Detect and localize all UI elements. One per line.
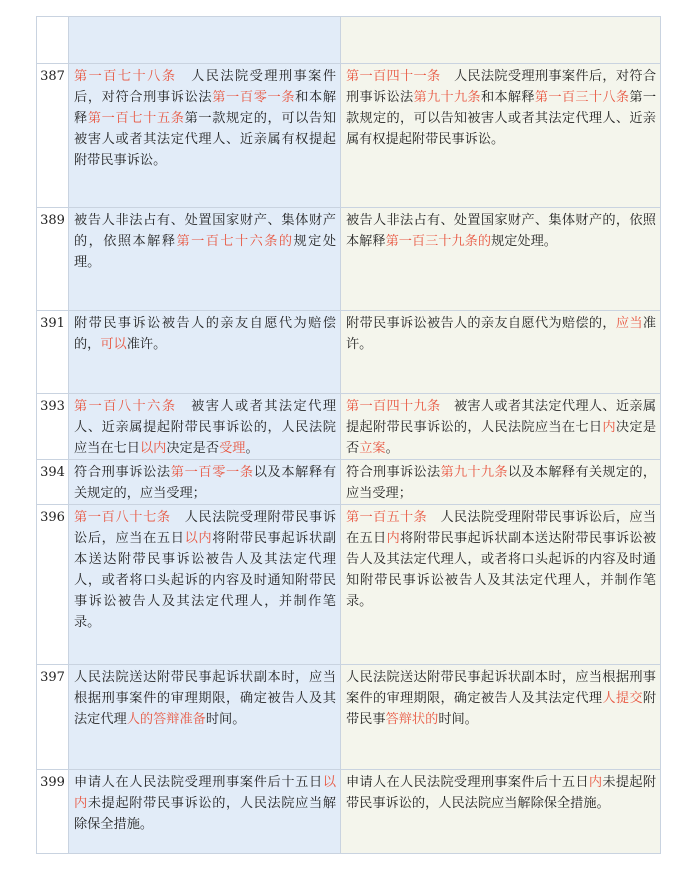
provision-text: 。 xyxy=(385,441,399,456)
provision-text: 决定是否 xyxy=(346,420,657,456)
provision-text: 第一款规定的，可以告知被害人或者其法定代理人、近亲属有权提起附带民事诉讼。 xyxy=(346,90,657,147)
row-number: 393 xyxy=(37,394,69,460)
provision-text: 规定处理。 xyxy=(74,234,337,270)
row-number: 396 xyxy=(37,505,69,665)
provision-text: 准许。 xyxy=(346,316,656,352)
changed-text: 以内 xyxy=(184,531,213,546)
row-number: 394 xyxy=(37,460,69,505)
row-number: 389 xyxy=(37,208,69,311)
provision-text: 以及本解释有关规定的，应当受理； xyxy=(346,465,657,501)
new-provision-cell xyxy=(69,208,341,311)
provision-text: 和本解释 xyxy=(480,90,535,105)
new-provision-cell xyxy=(69,17,341,64)
old-provision-cell xyxy=(341,394,661,460)
row-number: 397 xyxy=(37,665,69,770)
provision-text: 人民法院送达附带民事起诉状副本时，应当根据刑事案件的审理期限，确定被告人及其法定代理 xyxy=(346,670,656,706)
provision-text: 以及本解释有关规定的，应当受理； xyxy=(74,465,337,501)
changed-text: 第一百五十条 xyxy=(346,510,427,525)
table-row xyxy=(37,17,661,64)
old-provision-cell xyxy=(341,17,661,64)
provision-text: 准许。 xyxy=(126,337,167,352)
changed-text: 以内 xyxy=(139,441,167,456)
provision-text: 附带民事诉讼被告人的亲友自愿代为赔偿的， xyxy=(74,316,336,352)
provision-text: 将附带民事起诉状副本送达附带民事诉讼被告人及其法定代理人，或者将口头起诉的内容及时通知附带民事诉讼被告人及其法定代理人，并制作笔录。 xyxy=(346,531,657,609)
old-provision-cell xyxy=(341,311,661,394)
table-row xyxy=(37,665,661,770)
old-provision-cell xyxy=(341,460,661,505)
changed-text: 第一百四十一条 xyxy=(346,69,441,84)
provision-text: 。 xyxy=(245,441,259,456)
table-row xyxy=(37,394,661,460)
provision-text: 未提起附带民事诉讼的，人民法院应当解除保全措施。 xyxy=(74,796,337,832)
old-provision-cell xyxy=(341,208,661,311)
provision-text: 人民法院受理刑事案件后，对符合刑事诉讼法 xyxy=(74,69,336,105)
comparison-table xyxy=(36,16,661,854)
changed-text: 答辩状的 xyxy=(385,712,439,727)
changed-text: 内 xyxy=(588,775,603,790)
changed-text: 第一百八十七条 xyxy=(74,510,171,525)
provision-text: 人民法院送达附带民事起诉状副本时，应当根据刑事案件的审理期限，确定被告人及其法定代理 xyxy=(74,670,336,727)
provision-text: 规定处理。 xyxy=(491,234,557,249)
changed-text: 第九十九条 xyxy=(413,90,481,105)
changed-text: 第九十九条 xyxy=(440,465,508,480)
changed-text: 内 xyxy=(386,531,400,546)
changed-text: 立案 xyxy=(359,441,386,456)
changed-text: 可以 xyxy=(100,337,127,352)
provision-text: 决定是否 xyxy=(166,441,220,456)
new-provision-cell xyxy=(69,64,341,208)
provision-text: 时间。 xyxy=(438,712,478,727)
provision-text: 人民法院受理附带民事诉讼后，应当在五日 xyxy=(74,510,337,546)
provision-text: 附带民事诉讼被告人的亲友自愿代为赔偿的， xyxy=(346,316,616,331)
old-provision-cell xyxy=(341,665,661,770)
new-provision-cell xyxy=(69,394,341,460)
new-provision-cell xyxy=(69,460,341,505)
provision-text: 被害人或者其法定代理人、近亲属提起附带民事诉讼的，人民法院应当在七日 xyxy=(346,399,657,435)
row-number: 391 xyxy=(37,311,69,394)
provision-text: 被告人非法占有、处置国家财产、集体财产的，依照本解释 xyxy=(346,213,656,249)
provision-text: 符合刑事诉讼法 xyxy=(346,465,441,480)
changed-text: 第一百七十八条 xyxy=(74,69,177,84)
old-provision-cell xyxy=(341,64,661,208)
table-row xyxy=(37,64,661,208)
provision-text: 将附带民事起诉状副本送达附带民事诉讼被告人及其法定代理人，或者将口头起诉的内容及时通知附带民事诉讼被告人及其法定代理人，并制作笔录。 xyxy=(74,531,337,630)
provision-text: 人民法院受理刑事案件后，对符合刑事诉讼法 xyxy=(346,69,657,105)
new-provision-cell xyxy=(69,665,341,770)
changed-text: 受理 xyxy=(219,441,246,456)
table-row xyxy=(37,770,661,854)
new-provision-cell xyxy=(69,770,341,854)
provision-text: 符合刑事诉讼法 xyxy=(74,465,171,480)
provision-text: 和本解释 xyxy=(74,90,337,126)
changed-text: 应当 xyxy=(615,316,643,331)
changed-text: 内 xyxy=(602,420,616,435)
table-row xyxy=(37,311,661,394)
changed-text: 第一百七十五条 xyxy=(87,111,185,126)
changed-text: 人提交 xyxy=(602,691,643,706)
provision-text: 被告人非法占有、处置国家财产、集体财产的，依照本解释 xyxy=(74,213,336,249)
table-row xyxy=(37,460,661,505)
changed-text: 第一百七十六条的 xyxy=(176,234,294,249)
changed-text: 第一百三十八条 xyxy=(534,90,630,105)
changed-text: 以内 xyxy=(74,775,336,811)
provision-text: 人民法院受理附带民事诉讼后，应当在五日 xyxy=(346,510,657,546)
old-provision-cell xyxy=(341,505,661,665)
changed-text: 第一百零一条 xyxy=(212,90,296,105)
new-provision-cell xyxy=(69,311,341,394)
row-number xyxy=(37,17,69,64)
changed-text: 第一百三十九条的 xyxy=(385,234,492,249)
changed-text: 第一百四十九条 xyxy=(346,399,441,414)
row-number: 399 xyxy=(37,770,69,854)
changed-text: 第一百八十六条 xyxy=(74,399,177,414)
changed-text: 第一百零一条 xyxy=(170,465,254,480)
provision-text: 未提起附带民事诉讼的，人民法院应当解除保全措施。 xyxy=(346,775,657,811)
provision-text: 时间。 xyxy=(205,712,246,727)
provision-text: 申请人在人民法院受理刑事案件后十五日 xyxy=(74,775,323,790)
provision-text: 被害人或者其法定代理人、近亲属提起附带民事诉讼的，人民法院应当在七日 xyxy=(74,399,336,456)
provision-text: 附带民事 xyxy=(346,691,657,727)
old-provision-cell xyxy=(341,770,661,854)
new-provision-cell xyxy=(69,505,341,665)
changed-text: 人的答辩准备 xyxy=(126,712,206,727)
provision-text: 第一款规定的，可以告知被害人或者其法定代理人、近亲属有权提起附带民事诉讼。 xyxy=(74,111,337,168)
table-row xyxy=(37,208,661,311)
provision-text: 申请人在人民法院受理刑事案件后十五日 xyxy=(346,775,589,790)
table-row xyxy=(37,505,661,665)
row-number: 387 xyxy=(37,64,69,208)
